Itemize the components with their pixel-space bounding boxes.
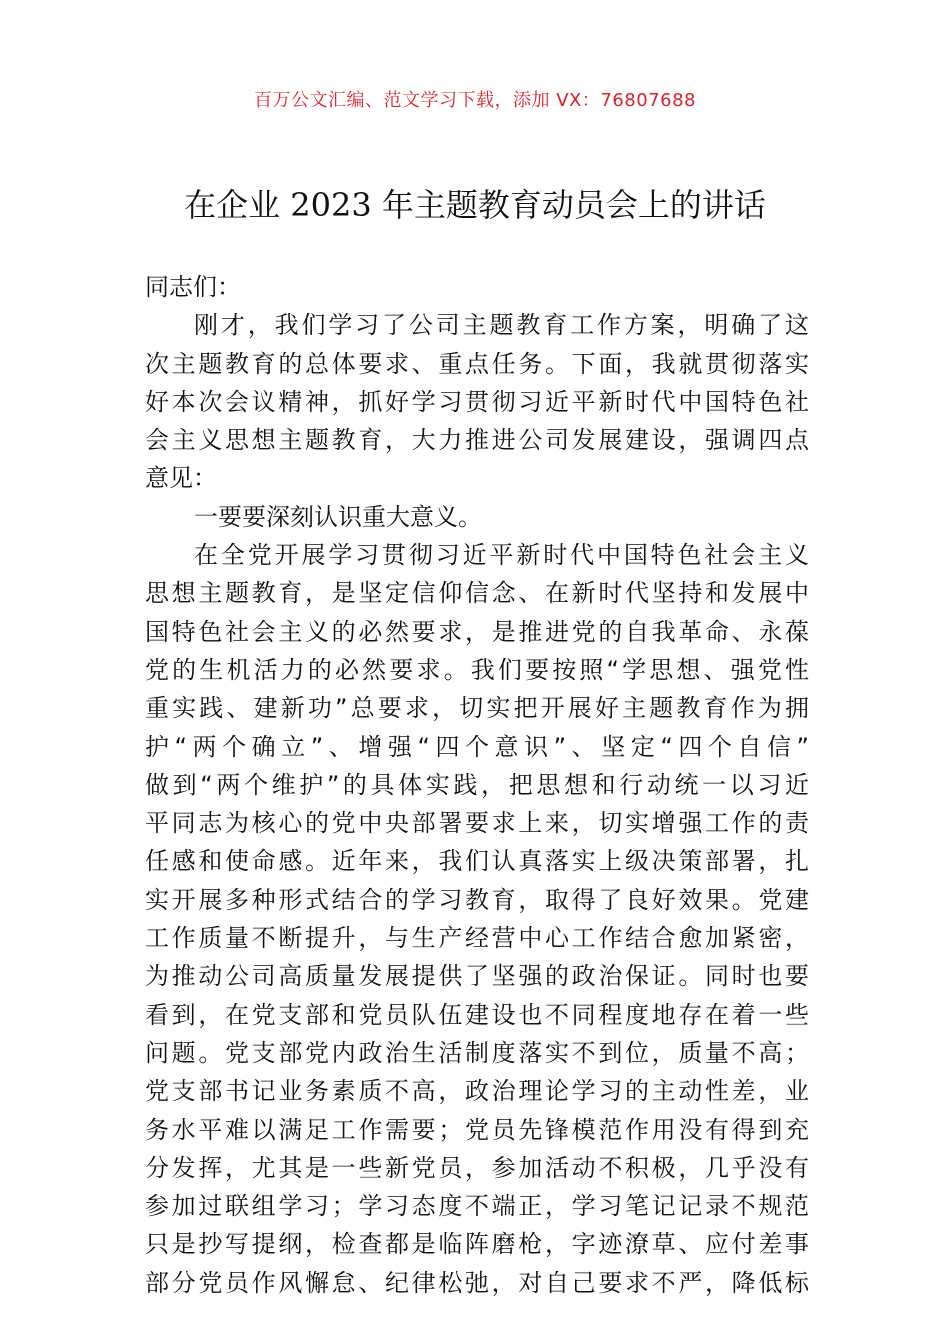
body-text-line: 问题。党支部党内政治生活制度落实不到位，质量不高；	[145, 1038, 809, 1067]
body-text-line: 同志们：	[145, 273, 241, 301]
body-text-line: 分发挥，尤其是一些新党员，参加活动不积极，几乎没有	[145, 1153, 809, 1182]
body-text-line: 好本次会议精神，抓好学习贯彻习近平新时代中国特色社	[145, 387, 809, 416]
body-text-line: 看到，在党支部和党员队伍建设也不同程度地存在着一些	[145, 1000, 809, 1029]
body-text-line: 会主义思想主题教育，大力推进公司发展建设，强调四点	[145, 426, 809, 455]
body-text-line: 护“两个确立”、增强“四个意识”、坚定“四个自信”	[145, 732, 809, 761]
body-text-line: 党的生机活力的必然要求。我们要按照“学思想、强党性	[145, 655, 809, 684]
body-text-line: 平同志为核心的党中央部署要求上来，切实增强工作的责	[145, 809, 809, 838]
body-text-line: 刚才，我们学习了公司主题教育工作方案，明确了这	[194, 311, 809, 340]
body-text-line: 部分党员作风懈怠、纪律松弛，对自己要求不严，降低标	[145, 1268, 809, 1297]
body-text-line: 次主题教育的总体要求、重点任务。下面，我就贯彻落实	[145, 349, 809, 378]
body-text-line: 思想主题教育，是坚定信仰信念、在新时代坚持和发展中	[145, 579, 809, 608]
body-text-line: 党支部书记业务素质不高，政治理论学习的主动性差，业	[145, 1077, 809, 1106]
body-text-line: 在全党开展学习贯彻习近平新时代中国特色社会主义	[194, 541, 809, 570]
body-text-line: 做到“两个维护”的具体实践，把思想和行动统一以习近	[145, 770, 809, 799]
body-text-line: 务水平难以满足工作需要；党员先锋模范作用没有得到充	[145, 1115, 809, 1144]
body-text-line: 只是抄写提纲，检查都是临阵磨枪，字迹潦草、应付差事	[145, 1230, 809, 1259]
body-text-line: 一要要深刻认识重大意义。	[194, 502, 482, 531]
body-text-line: 实开展多种形式结合的学习教育，取得了良好效果。党建	[145, 885, 809, 914]
body-text-line: 意见：	[145, 464, 217, 493]
body-text-line: 国特色社会主义的必然要求，是推进党的自我革命、永葆	[145, 617, 809, 646]
document-title: 在企业 2023 年主题教育动员会上的讲话	[184, 186, 766, 224]
body-text-line: 参加过联组学习；学习态度不端正，学习笔记记录不规范	[145, 1192, 809, 1221]
body-text-line: 工作质量不断提升，与生产经营中心工作结合愈加紧密，	[145, 924, 809, 953]
body-text-line: 重实践、建新功”总要求，切实把开展好主题教育作为拥	[145, 694, 809, 723]
body-text-line: 任感和使命感。近年来，我们认真落实上级决策部署，扎	[145, 847, 809, 876]
body-text-line: 为推动公司高质量发展提供了坚强的政治保证。同时也要	[145, 962, 809, 991]
header-watermark-note: 百万公文汇编、范文学习下载，添加 VX：76807688	[254, 90, 696, 111]
document-body	[145, 268, 809, 1302]
